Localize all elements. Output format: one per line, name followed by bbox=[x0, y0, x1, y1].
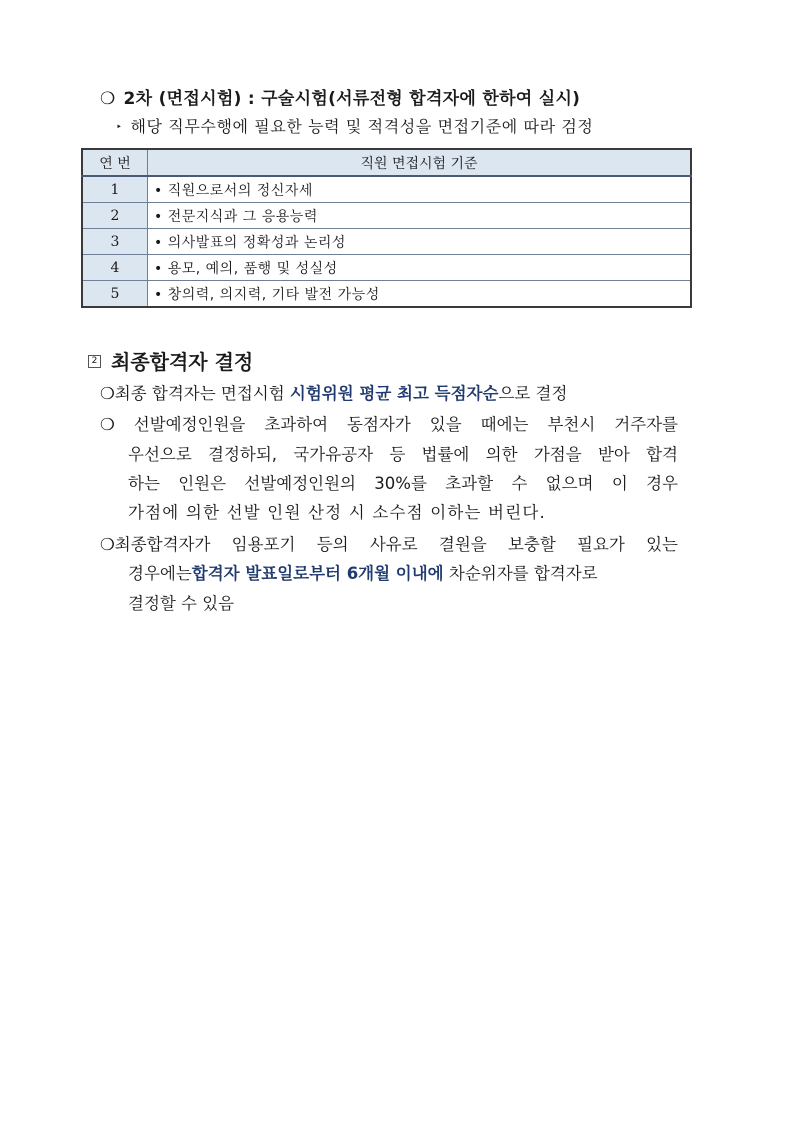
section2-subtext-label: 해당 직무수행에 필요한 능력 및 적격성을 면접기준에 따라 검정 bbox=[130, 117, 594, 136]
paragraph-3-line-2 bbox=[128, 560, 598, 584]
row-number: 3 bbox=[82, 229, 148, 255]
row-criteria: • 직원으로서의 정신자세 bbox=[148, 176, 692, 203]
paragraph-2-line-4: 가점에 의한 선발 인원 산정 시 소수점 이하는 버린다. bbox=[128, 503, 546, 522]
section3-title: 최종합격자 결정 bbox=[111, 350, 254, 374]
row-criteria: • 용모, 예의, 품행 및 성실성 bbox=[148, 255, 692, 281]
p1-text-a: ❍최종 합격자는 면접시험 bbox=[100, 384, 290, 403]
p3-emphasis: 합격자 발표일로부터 6개월 이내에 bbox=[191, 564, 444, 583]
row-criteria: • 전문지식과 그 응용능력 bbox=[148, 203, 692, 229]
section2-heading bbox=[100, 84, 580, 109]
table-row bbox=[82, 176, 691, 203]
table-row bbox=[82, 229, 691, 255]
table-row bbox=[82, 203, 691, 229]
row-number: 4 bbox=[82, 255, 148, 281]
table-header-row bbox=[82, 149, 691, 176]
p1-text-b: 으로 결정 bbox=[498, 384, 568, 403]
row-criteria: • 의사발표의 정확성과 논리성 bbox=[148, 229, 692, 255]
paragraph-3-line-3: 결정할 수 있음 bbox=[128, 594, 235, 613]
paragraph-3-line-1: ❍최종합격자가 임용포기 등의 사유로 결원을 보충할 필요가 있는 bbox=[100, 535, 678, 554]
row-number: 5 bbox=[82, 281, 148, 308]
section-number-box: 2 bbox=[88, 355, 101, 368]
header-number: 연 번 bbox=[82, 149, 148, 176]
section2-subtext bbox=[116, 114, 593, 137]
p3-text-b: 차순위자를 합격자로 bbox=[443, 564, 598, 583]
row-criteria: • 창의력, 의지력, 기타 발전 가능성 bbox=[148, 281, 692, 308]
header-criteria: 직원 면접시험 기준 bbox=[148, 149, 692, 176]
section2-heading-text: 2차 (면접시험) : 구술시험(서류전형 합격자에 한하여 실시) bbox=[123, 89, 581, 109]
p3-text-a: 경우에는 bbox=[128, 564, 192, 583]
paragraph-2-line-2: 우선으로 결정하되, 국가유공자 등 법률에 의한 가점을 받아 합격 bbox=[128, 445, 678, 464]
circle-bullet-icon: ❍ bbox=[100, 89, 116, 109]
row-number: 1 bbox=[82, 176, 148, 203]
row-number: 2 bbox=[82, 203, 148, 229]
p1-emphasis: 시험위원 평균 최고 득점자순 bbox=[289, 384, 499, 403]
table-row bbox=[82, 255, 691, 281]
paragraph-2-line-3: 하는 인원은 선발예정인원의 30%를 초과할 수 없으며 이 경우 bbox=[128, 474, 678, 493]
triangle-bullet-icon: ‣ bbox=[116, 122, 123, 133]
paragraph-1 bbox=[100, 380, 567, 404]
interview-criteria-table bbox=[81, 148, 692, 308]
section3-heading bbox=[88, 346, 253, 375]
table-row bbox=[82, 281, 691, 308]
paragraph-2-line-1: ❍ 선발예정인원을 초과하여 동점자가 있을 때에는 부천시 거주자를 bbox=[100, 415, 678, 434]
